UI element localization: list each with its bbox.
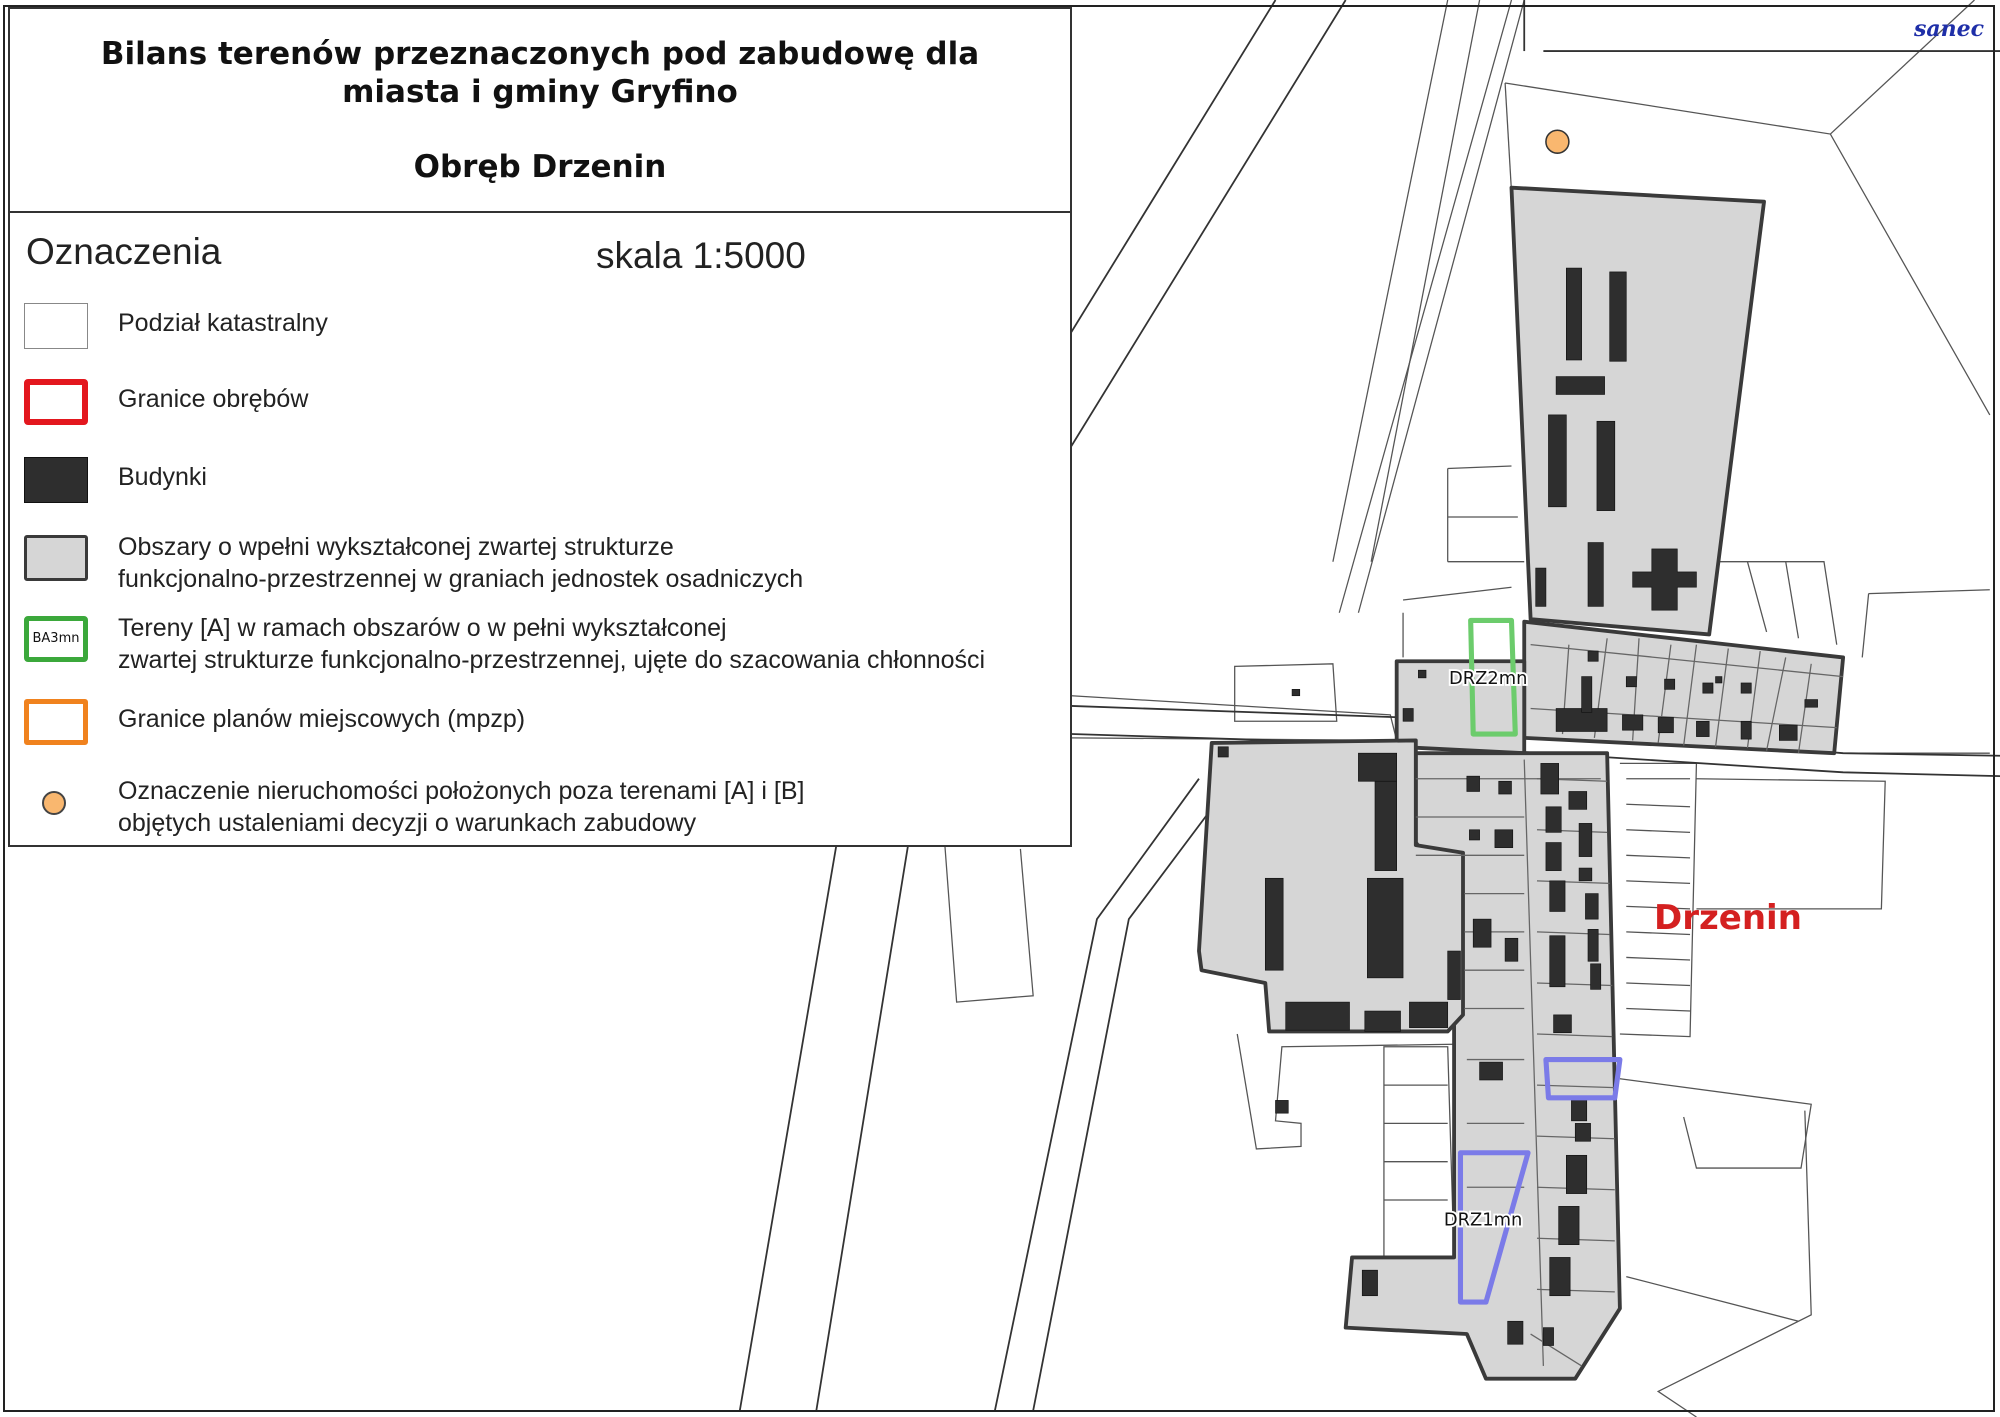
- legend-label-multiline: [118, 531, 803, 595]
- terrain-a-swatch: BA3mn: [24, 616, 88, 662]
- area-label-drz2mn: DRZ2mn: [1448, 668, 1528, 690]
- local-plan-boundary-swatch: [24, 699, 88, 745]
- legend-label: Podział katastralny: [118, 309, 328, 337]
- legend-item-terrain-a: [24, 616, 1064, 676]
- legend-label-line: zwartej strukturze funkcjonalno-przestrzennej, ujęte do szacowania chłonności: [118, 646, 986, 674]
- area-label-drz1mn: DRZ1mn: [1443, 1209, 1523, 1231]
- legend-label: Granice planów miejscowych (mpzp): [118, 705, 526, 733]
- map-scale: skala 1:5000: [596, 235, 806, 276]
- title-line-2: miasta i gminy Gryfino: [342, 74, 738, 110]
- legend-label-line: funkcjonalno-przestrzennej w graniach jednostek osadniczych: [118, 565, 804, 593]
- legend-heading: Oznaczenia: [26, 231, 222, 272]
- legend-item-property-dot: [24, 779, 1064, 839]
- legend-label: Budynki: [118, 463, 207, 491]
- compact-structure-areas: [1199, 188, 1843, 1379]
- compact-area-north: [1511, 188, 1764, 635]
- legend-panel: [8, 211, 1072, 847]
- property-marker-dot: [1546, 130, 1569, 153]
- property-dot-swatch: [42, 791, 66, 815]
- legend-item-compact-area: [24, 535, 1064, 595]
- precinct-boundary-swatch: [24, 379, 88, 425]
- brand-logo-text: sanec: [1914, 16, 1985, 42]
- legend-item-buildings: [24, 457, 1064, 517]
- compact-area-swatch: [24, 535, 88, 581]
- legend-label-line: objętych ustaleniami decyzji o warunkach zabudowy: [118, 809, 697, 837]
- legend-label-line: Tereny [A] w ramach obszarów o w pełni wykształconej: [118, 614, 727, 642]
- legend-item-cadastral: [24, 303, 1064, 363]
- legend-label-multiline: [118, 775, 804, 839]
- building-swatch: [24, 457, 88, 503]
- legend-item-precinct-boundary: [24, 379, 1064, 439]
- legend-label: Granice obrębów: [118, 385, 309, 413]
- legend-label-line: Oznaczenie nieruchomości położonych poza terenami [A] i [B]: [118, 777, 805, 805]
- place-name-label: Drzenin: [1654, 898, 1802, 938]
- map-subtitle: Obręb Drzenin: [413, 149, 667, 185]
- legend-label-multiline: [118, 612, 985, 676]
- title-line-1: Bilans terenów przeznaczonych pod zabudowę dla: [100, 36, 980, 72]
- legend-item-local-plan: [24, 699, 1064, 759]
- cadastral-division-swatch: [24, 303, 88, 349]
- title-panel: [8, 7, 1072, 213]
- legend-label-line: Obszary o wpełni wykształconej zwartej strukturze: [118, 533, 674, 561]
